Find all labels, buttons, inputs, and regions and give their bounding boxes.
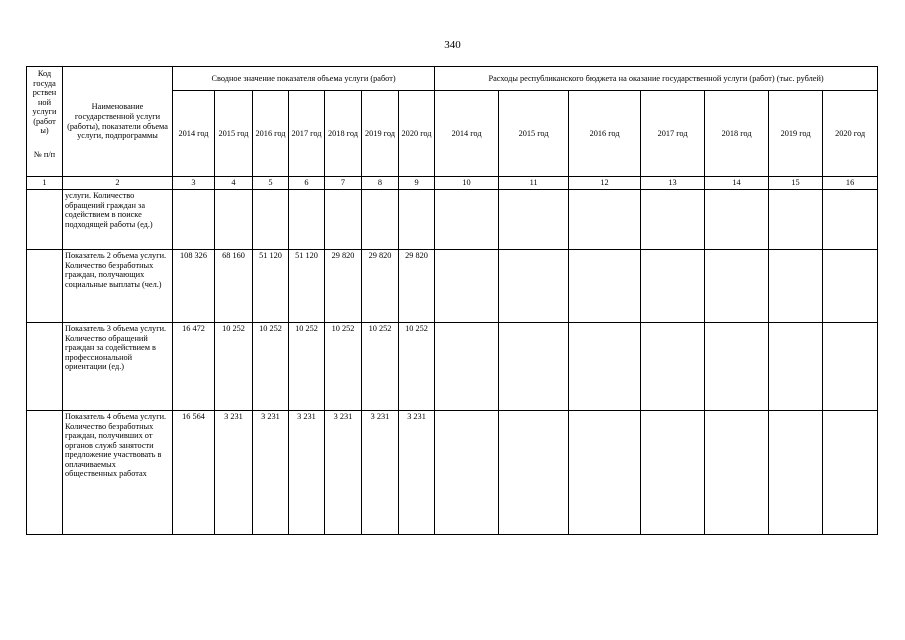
- volume-value: [253, 190, 289, 250]
- expense-cell: [435, 411, 499, 535]
- expense-cell: [641, 323, 705, 411]
- header-volume-group: Сводное значение показателя объема услуги (работ): [173, 67, 435, 91]
- header-expense-year: 2019 год: [769, 91, 823, 177]
- volume-value: 3 231: [325, 411, 362, 535]
- volume-value: [399, 190, 435, 250]
- header-expense-year: 2017 год: [641, 91, 705, 177]
- expense-cell: [641, 411, 705, 535]
- expense-cell: [823, 250, 878, 323]
- expense-cell: [769, 323, 823, 411]
- volume-value: 29 820: [399, 250, 435, 323]
- volume-value: [215, 190, 253, 250]
- column-number: 15: [769, 177, 823, 190]
- header-volume-year: 2020 год: [399, 91, 435, 177]
- row-code: [27, 250, 63, 323]
- volume-value: 10 252: [253, 323, 289, 411]
- volume-value: 3 231: [215, 411, 253, 535]
- header-volume-year: 2017 год: [289, 91, 325, 177]
- row-name: Показатель 4 объема услуги. Количество безработных граждан, получивших от органов служб занятости предложение участвовать в оплачиваемых общественных работах: [63, 411, 173, 535]
- volume-value: [289, 190, 325, 250]
- expense-cell: [569, 190, 641, 250]
- table-row: [27, 190, 878, 250]
- column-number: 13: [641, 177, 705, 190]
- expense-cell: [499, 411, 569, 535]
- expense-cell: [569, 250, 641, 323]
- header-volume-year: 2015 год: [215, 91, 253, 177]
- row-code: [27, 323, 63, 411]
- header-volume-year: 2016 год: [253, 91, 289, 177]
- row-name: Показатель 3 объема услуги. Количество обращений граждан за содействием в профессиональной ориентации (ед.): [63, 323, 173, 411]
- budget-table: [26, 66, 878, 535]
- expense-cell: [823, 411, 878, 535]
- volume-value: 51 120: [253, 250, 289, 323]
- column-number: 1: [27, 177, 63, 190]
- volume-value: [362, 190, 399, 250]
- header-expense-year: 2016 год: [569, 91, 641, 177]
- volume-value: 29 820: [325, 250, 362, 323]
- volume-value: 16 564: [173, 411, 215, 535]
- expense-cell: [823, 190, 878, 250]
- column-number: 5: [253, 177, 289, 190]
- expense-cell: [641, 250, 705, 323]
- volume-value: 108 326: [173, 250, 215, 323]
- header-expense-year: 2018 год: [705, 91, 769, 177]
- expense-cell: [705, 190, 769, 250]
- expense-cell: [823, 323, 878, 411]
- row-name: услуги. Количество обращений граждан за содействием в поиске подходящей работы (ед.): [63, 190, 173, 250]
- header-name: Наименование государственной услуги (работы), показатели объема услуги, подпрограммы: [63, 67, 173, 177]
- row-code: [27, 190, 63, 250]
- column-number: 3: [173, 177, 215, 190]
- column-number: 2: [63, 177, 173, 190]
- page-number: 340: [444, 39, 461, 51]
- expense-cell: [641, 190, 705, 250]
- header-volume-year: 2014 год: [173, 91, 215, 177]
- header-expense-year: 2020 год: [823, 91, 878, 177]
- volume-value: 10 252: [215, 323, 253, 411]
- column-number: 4: [215, 177, 253, 190]
- row-name: Показатель 2 объема услуги. Количество безработных граждан, получающих социальные выплаты (чел.): [63, 250, 173, 323]
- column-number: 8: [362, 177, 399, 190]
- row-code: [27, 411, 63, 535]
- volume-value: 10 252: [362, 323, 399, 411]
- header-expense-year: 2015 год: [499, 91, 569, 177]
- column-number: 14: [705, 177, 769, 190]
- column-number: 7: [325, 177, 362, 190]
- expense-cell: [769, 411, 823, 535]
- expense-cell: [435, 323, 499, 411]
- column-number: 9: [399, 177, 435, 190]
- table-row: [27, 323, 878, 411]
- column-number: 16: [823, 177, 878, 190]
- volume-value: [325, 190, 362, 250]
- volume-value: 51 120: [289, 250, 325, 323]
- volume-value: [173, 190, 215, 250]
- column-number: 10: [435, 177, 499, 190]
- volume-value: 3 231: [253, 411, 289, 535]
- expense-cell: [499, 323, 569, 411]
- volume-value: 16 472: [173, 323, 215, 411]
- header-expense-group: Расходы республиканского бюджета на оказание государственной услуги (работ) (тыс. рублей): [435, 67, 878, 91]
- volume-value: 68 160: [215, 250, 253, 323]
- volume-value: 10 252: [289, 323, 325, 411]
- expense-cell: [499, 250, 569, 323]
- header-volume-year: 2019 год: [362, 91, 399, 177]
- volume-value: 3 231: [362, 411, 399, 535]
- volume-value: 3 231: [399, 411, 435, 535]
- column-number: 11: [499, 177, 569, 190]
- expense-cell: [769, 190, 823, 250]
- volume-value: 3 231: [289, 411, 325, 535]
- volume-value: 29 820: [362, 250, 399, 323]
- expense-cell: [499, 190, 569, 250]
- expense-cell: [705, 411, 769, 535]
- expense-cell: [705, 250, 769, 323]
- table-row: [27, 411, 878, 535]
- expense-cell: [569, 323, 641, 411]
- expense-cell: [705, 323, 769, 411]
- column-number-row: [27, 177, 878, 190]
- expense-cell: [435, 250, 499, 323]
- header-code: Код госуда рствен ной услуги (работ ы) № п/п: [27, 67, 63, 177]
- expense-cell: [769, 250, 823, 323]
- expense-cell: [569, 411, 641, 535]
- volume-value: 10 252: [325, 323, 362, 411]
- header-expense-year: 2014 год: [435, 91, 499, 177]
- volume-value: 10 252: [399, 323, 435, 411]
- column-number: 12: [569, 177, 641, 190]
- column-number: 6: [289, 177, 325, 190]
- expense-cell: [435, 190, 499, 250]
- table-row: [27, 250, 878, 323]
- header-volume-year: 2018 год: [325, 91, 362, 177]
